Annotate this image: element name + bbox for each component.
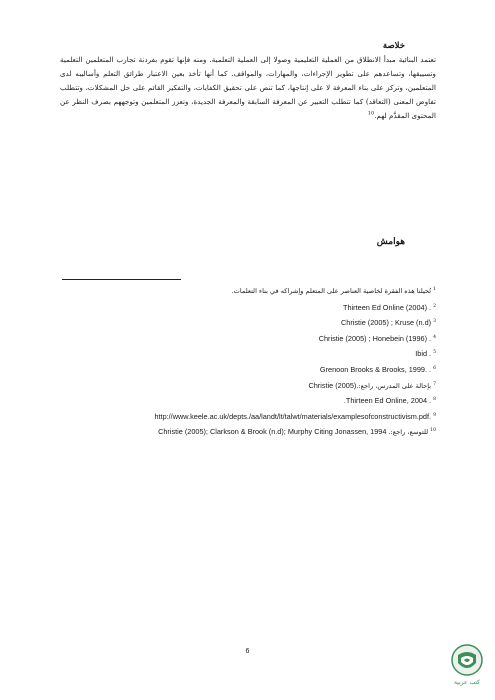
leaf-shield-logo-icon xyxy=(447,643,487,687)
footnote-number: 9 xyxy=(433,412,436,418)
footnote-number: 10 xyxy=(430,428,436,434)
footnote-citation: Christie (2005); Clarkson & Brook (n.d); Murphy Citing Jonassen, 1994 . xyxy=(158,427,391,437)
publisher-logo xyxy=(447,643,487,687)
footnote-item xyxy=(58,378,436,394)
footnote-citation: Thirteen Ed Online (2004) . xyxy=(343,302,432,312)
page-number: 6 xyxy=(245,648,250,655)
footnote-reference[interactable]: 10 xyxy=(367,110,375,117)
footnote-citation: Christie (2005) ; Kruse (n.d) xyxy=(341,318,432,328)
footnote-separator xyxy=(62,279,181,280)
footnote-citation: .Thirteen Ed Online, 2004 . xyxy=(343,396,432,406)
footnote-citation: Grenoon Brooks & Brooks, 1999. . xyxy=(319,364,432,374)
footnote-item xyxy=(58,284,436,300)
footnote-item xyxy=(58,331,436,347)
footnote-citation: Ibid . xyxy=(415,349,432,359)
footnote-arabic-text: تُحيلنا هذه الفقرة لخاصية العناصر على المتعلم وإشراكه في بناء التعلمات. xyxy=(231,287,432,295)
summary-heading: خلاصة xyxy=(382,41,405,51)
notes-heading: هوامش xyxy=(376,237,405,247)
logo-text: كتب عربية xyxy=(453,679,481,686)
footnote-item xyxy=(58,393,436,409)
footnote-arabic-text: للتوسع، راجع: xyxy=(390,428,429,437)
footnotes-list xyxy=(58,284,436,440)
footnote-number: 3 xyxy=(433,319,436,325)
footnote-item xyxy=(58,315,436,331)
footnote-item xyxy=(58,362,436,378)
footnote-number: 1 xyxy=(433,287,436,292)
footnote-number: 5 xyxy=(433,350,436,356)
footnote-item xyxy=(58,409,436,425)
footnote-number: 6 xyxy=(433,365,436,371)
footnote-number: 7 xyxy=(433,381,436,387)
footnote-link[interactable]: http://www.keele.ac.uk/depts./aa/landt/lt/talwt/materials/examplesofconstructivism.pdf. xyxy=(154,411,432,421)
footnote-number: 2 xyxy=(433,303,436,309)
footnote-citation: Christie (2005). xyxy=(308,380,359,390)
footnote-citation: Christie (2005) ; Honebein (1996) . xyxy=(318,333,432,343)
footnote-item xyxy=(58,300,436,316)
footnote-number: 8 xyxy=(433,397,436,403)
footnote-arabic-text: بإحالة على المدرس، راجع: xyxy=(358,381,432,390)
summary-text: تعتمد البنائية مبدأ الانطلاق من العملية التعليمية وصولا إلى العملية التعلمية. ومنه فإنها تقوم بفردنة تجارب المتعلمين التعلمية وتسييقها، وتساعدهم على تطوير الإجراءات، والمهارات، والمواقف. كما أنها تأخذ بعين الاعتبار طرائق التعلم وأساليبه لدى المتعلمين، وتركز على بناء المعرفة لا على إنتاجها، كما تنص على تحقيق الكفايات، والتفكير القائم على حل المشكلات، وتتطلب تفاوض المعنى (التعاقد) كما تتطلب التعبير عن المعرفة السابقة والمعرفة الجديدة، وتعزز المتعلمين وتوجههم بصرف النظر عن المحتوى المقدَّم لهم. xyxy=(60,55,436,120)
footnote-number: 4 xyxy=(433,334,436,340)
footnote-item xyxy=(58,346,436,362)
footnote-item xyxy=(58,424,436,440)
summary-paragraph xyxy=(60,53,436,123)
